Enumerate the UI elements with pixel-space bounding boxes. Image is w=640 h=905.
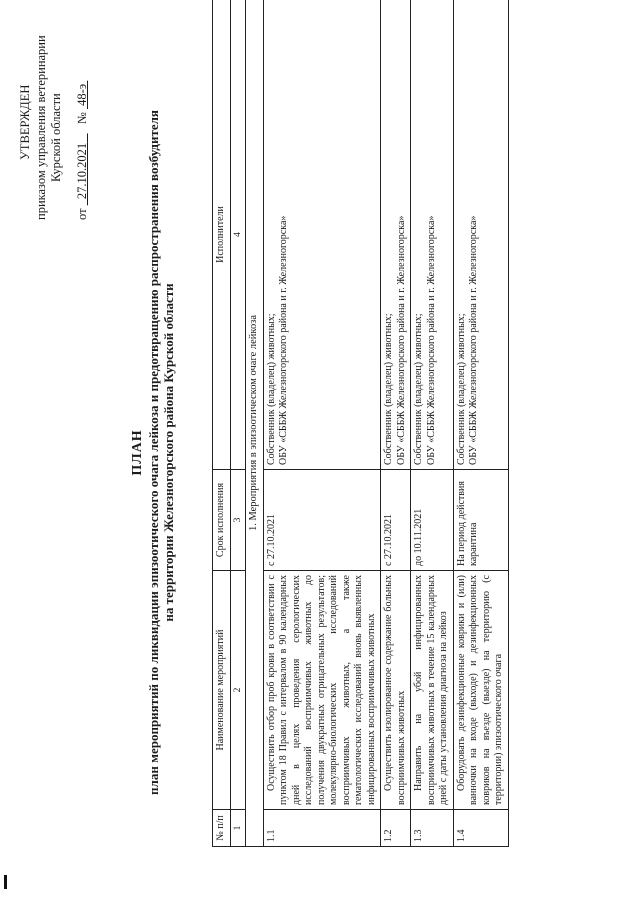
row-name: Осуществить отбор проб крови в соответствии с пунктом 18 Правил с интервалом в 90 календарных дней в целях проведения серологических исследований восприимчивых животных до получения двукратных отрицательных результатов; молекулярно-биологических исследований восприимчивых животных, а также гематологических исследований вновь выявленных инфицированных восприимчивых животных <box>263 571 381 810</box>
executor-owner: Собственник (владелец) животных; <box>455 313 467 465</box>
row-name: Осуществить изолированное содержание больных восприимчивых животных <box>381 571 411 810</box>
executor-owner: Собственник (владелец) животных; <box>265 313 277 465</box>
section-title: 1. Мероприятия в эпизоотическом очаге лейкоза <box>246 0 264 847</box>
approval-date: 27.10.2021 <box>74 142 89 200</box>
approval-date-line <box>75 15 91 220</box>
row-name: Оборудовать дезинфекционные коврики и (или) ванночки на входе (выходе) и дезинфекционных ковриков на въезде (выезде) на территорию (с территории) эпизоотического очага <box>453 571 508 810</box>
measures-table <box>212 0 509 847</box>
approval-region: Курской области <box>49 93 63 182</box>
title-line-2: на территории Железногорского района Курской области <box>161 283 176 622</box>
col-number-1: 1 <box>230 810 246 847</box>
header-executors: Исполнители <box>213 0 231 470</box>
document-title <box>130 10 177 895</box>
row-term: На период действия карантина <box>453 470 508 571</box>
row-num: 1.2 <box>381 810 411 847</box>
row-executors <box>381 0 411 470</box>
row-num: 1.1 <box>263 810 381 847</box>
row-executors <box>263 0 381 470</box>
col-number-4: 4 <box>230 0 246 470</box>
approval-approved: УТВЕРЖДЕН <box>18 84 32 160</box>
column-number-row <box>230 0 246 847</box>
table-row <box>411 0 454 847</box>
header-row <box>213 0 231 847</box>
section-row <box>246 0 264 847</box>
row-term: до 10.11.2021 <box>411 470 454 571</box>
title-line-1: план мероприятий по ликвидации эпизоотического очага лейкоза и предотвращению распространения возбудителя <box>145 110 161 795</box>
approval-order: приказом управления ветеринарии <box>33 35 48 220</box>
table-row <box>381 0 411 847</box>
row-executors <box>411 0 454 470</box>
header-num: № п/п <box>213 810 231 847</box>
approval-stamp <box>18 15 90 220</box>
table-row <box>263 0 381 847</box>
executor-institution: ОБУ «СББЖ Железногорского района и г. Железногорска» <box>468 215 479 465</box>
row-term: с 27.10.2021 <box>263 470 381 571</box>
table-row <box>453 0 508 847</box>
row-executors <box>453 0 508 470</box>
executor-owner: Собственник (владелец) животных; <box>383 313 394 465</box>
header-term: Срок исполнения <box>213 470 231 571</box>
col-number-2: 2 <box>230 571 246 810</box>
executor-institution: ОБУ «СББЖ Железногорского района и г. Железногорска» <box>278 215 289 465</box>
executor-institution: ОБУ «СББЖ Железногорского района и г. Железногорска» <box>425 215 437 465</box>
row-term: с 27.10.2021 <box>381 470 411 571</box>
row-name: Направить на убой инфицированных восприимчивых животных в течение 15 календарных дней с даты установления диагноза на лейкоз <box>411 571 454 810</box>
scan-edge-mark <box>4 875 7 889</box>
number-prefix: № <box>74 112 89 125</box>
executor-institution: ОБУ «СББЖ Железногорского района и г. Железногорска» <box>395 215 407 465</box>
row-num: 1.4 <box>453 810 508 847</box>
row-num: 1.3 <box>411 810 454 847</box>
date-prefix: от <box>74 208 89 220</box>
col-number-3: 3 <box>230 470 246 571</box>
header-name: Наименование мероприятий <box>213 571 231 810</box>
approval-number: 48-э <box>74 83 89 106</box>
title-heading: ПЛАН <box>130 429 145 476</box>
executor-owner: Собственник (владелец) животных; <box>413 313 424 465</box>
